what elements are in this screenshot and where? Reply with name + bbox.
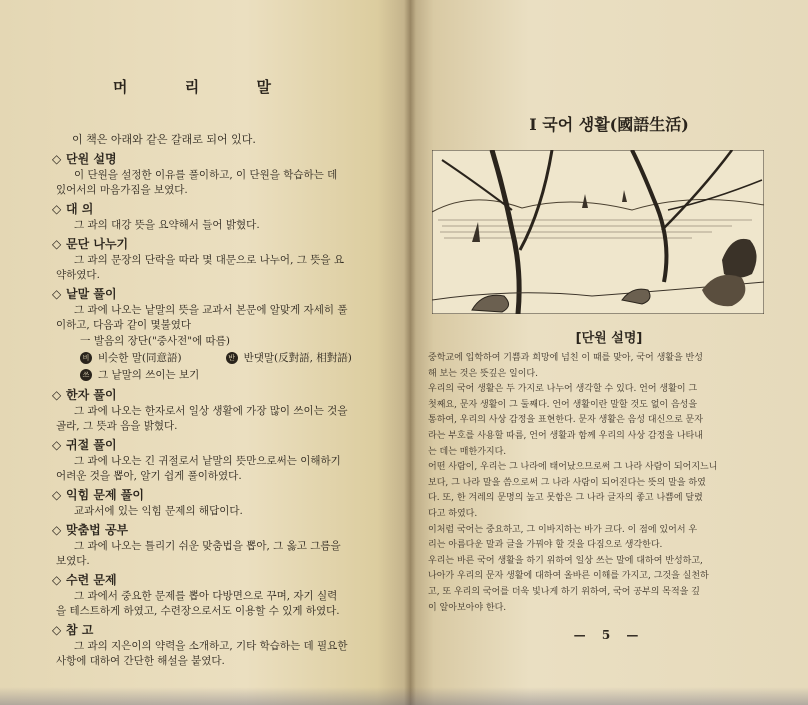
section-practice-problems: [52, 571, 412, 619]
preface-intro: 이 책은 아래와 같은 갈래로 되어 있다.: [72, 133, 256, 146]
diamond-bullet-icon: ◇: [52, 438, 62, 452]
body-line: 우리는 바른 국어 생활을 하기 위하여 일상 쓰는 말에 대하여 반성하고,: [428, 555, 703, 566]
section-unit-explanation: [52, 150, 412, 198]
preface-title: 머 리 말: [113, 78, 297, 96]
section-line: 있어서의 마음가짐을 보였다.: [56, 184, 188, 196]
body-line: 해 보는 것은 뜻깊은 일이다.: [428, 368, 538, 379]
preface-sections: [52, 150, 412, 671]
section-line: 약하였다.: [56, 269, 100, 281]
section-heading: 익힘 문제 풀이: [66, 488, 144, 502]
section-phrase-explanation: [52, 436, 412, 484]
body-line: 다. 또, 한 겨레의 문명의 높고 못함은 그 나라 글자의 좋고 나쁨에 달렸: [428, 493, 703, 504]
diamond-bullet-icon: ◇: [52, 488, 62, 502]
section-line: 그 과에 나오는 틀리기 쉬운 맞춤법을 뽑아, 그 옳고 그름을: [74, 540, 341, 552]
section-heading: 수련 문제: [66, 573, 117, 587]
chapter-title: Ⅰ 국어 생활(國語生活): [529, 115, 689, 134]
section-heading: 참 고: [66, 623, 94, 637]
diamond-bullet-icon: ◇: [52, 237, 62, 251]
landscape-illustration: [432, 150, 764, 314]
section-heading: 문단 나누기: [66, 237, 129, 251]
section-line: 을 테스트하게 하였고, 수련장으로서도 이용할 수 있게 하였다.: [56, 605, 340, 617]
diamond-bullet-icon: ◇: [52, 152, 62, 166]
body-line: 보다, 그 나라 말을 씀으로써 그 나라 사람이 되어진다는 뜻의 말을 하였: [428, 477, 706, 488]
diamond-bullet-icon: ◇: [52, 287, 62, 301]
body-line: 중학교에 입학하여 기쁨과 희망에 넘친 이 때를 맞아, 국어 생활을 반성: [428, 353, 703, 363]
diamond-bullet-icon: ◇: [52, 573, 62, 587]
body-paragraph: [428, 460, 773, 522]
diamond-bullet-icon: ◇: [52, 523, 62, 537]
section-line: 그 과에서 중요한 문제를 뽑아 다방면으로 꾸며, 자기 실력: [74, 590, 338, 602]
body-line: 어떤 사람이, 우리는 그 나라에 태어났으므로써 그 나라 사람이 되어지느니: [428, 462, 718, 473]
body-paragraph: [428, 523, 773, 554]
section-line: 그 과의 대강 뜻을 요약해서 들어 밝혔다.: [74, 219, 260, 231]
section-line: 교과서에 있는 익힘 문제의 해답이다.: [74, 505, 243, 517]
section-line: 어려운 것을 뽑아, 알기 쉽게 풀이하였다.: [56, 470, 242, 482]
book-gutter: [404, 0, 416, 705]
section-line: 보였다.: [56, 555, 90, 567]
section-gist: [52, 200, 412, 233]
section-spelling-study: [52, 521, 412, 569]
section-heading: 귀절 풀이: [66, 438, 117, 452]
page-bottom-edge: [0, 687, 808, 705]
section-line: 그 과에 나오는 긴 귀절로서 낱말의 뜻만으로써는 이해하기: [74, 455, 341, 467]
diamond-bullet-icon: ◇: [52, 202, 62, 216]
body-line: 통하여, 우리의 사상 감정을 표현한다. 문자 생활은 음성 대신으로 문자: [428, 415, 703, 426]
section-line: 그 과의 지은이의 약력을 소개하고, 기타 학습하는 데 필요한: [74, 640, 348, 652]
diamond-bullet-icon: ◇: [52, 388, 62, 402]
section-hanja-explanation: [52, 386, 412, 434]
section-line: 이 단원을 설정한 이유를 풀이하고, 이 단원을 학습하는 데: [74, 169, 338, 181]
section-line: 골라, 그 뜻과 음을 밝혔다.: [56, 420, 178, 432]
section-line: 그 과의 문장의 단락을 따라 몇 대문으로 나누어, 그 뜻을 요: [74, 254, 345, 266]
body-paragraph: [428, 351, 773, 382]
section-line: 이하고, 다음과 같이 몇불였다: [56, 319, 192, 331]
body-line: 다고 하였다.: [428, 508, 478, 519]
similar-word-legend: 비슷한 말(同意語): [98, 352, 182, 364]
usage-legend: 그 낱말의 쓰이는 보기: [98, 369, 200, 381]
opposite-word-mark-icon: 반: [226, 352, 238, 364]
diamond-bullet-icon: ◇: [52, 623, 62, 637]
section-heading: 대 의: [66, 202, 94, 216]
symbol-legend-row: [52, 350, 412, 367]
body-paragraph: [428, 554, 773, 616]
section-heading: 낱말 풀이: [66, 287, 117, 301]
body-line: 우리의 국어 생활은 두 가지로 나누어 생각할 수 있다. 언어 생활이 그: [428, 384, 698, 395]
section-word-explanation: [52, 285, 412, 384]
opposite-word-legend: 반댓말(反對語, 相對語): [243, 352, 352, 364]
pronunciation-note: 一 발음의 장단("중사전"에 따름): [80, 335, 230, 347]
section-heading: 한자 풀이: [66, 388, 117, 402]
unit-heading: [단원 설명]: [575, 331, 643, 346]
body-line: 라는 부호를 사용할 따름, 언어 생활과 함께 우리의 사상 감정을 나타내: [428, 430, 703, 441]
body-line: 이 알아보아야 한다.: [428, 602, 507, 613]
section-heading: 맞춤법 공부: [66, 523, 129, 537]
body-line: 는 데는 매한가지다.: [428, 446, 507, 457]
section-paragraph-division: [52, 235, 412, 283]
body-paragraph: [428, 382, 773, 460]
body-line: 고, 또 우리의 국어를 더욱 빛나게 하기 위하여, 국어 공부의 목적을 깊: [428, 586, 700, 597]
section-exercise-solutions: [52, 486, 412, 519]
section-reference: [52, 621, 412, 669]
body-line: 첫째요, 문자 생활이 그 둘째다. 언어 생활이란 말할 것도 없이 음성을: [428, 399, 698, 410]
body-line: 이처럼 국어는 중요하고, 그 이바지하는 바가 크다. 이 점에 있어서 우: [428, 524, 698, 535]
section-heading: 단원 설명: [66, 152, 117, 166]
section-line: 사항에 대하여 간단한 해설을 붙였다.: [56, 655, 225, 667]
body-line: 리는 아름다운 말과 글을 가꿔야 할 것을 다짐으로 생각한다.: [428, 540, 663, 551]
section-line: 그 과에 나오는 낱말의 뜻을 교과서 본문에 알맞게 자세히 풀: [74, 304, 348, 316]
similar-word-mark-icon: 비: [80, 352, 92, 364]
chapter-body: [428, 351, 773, 616]
body-line: 나아가 우리의 문자 생활에 대하여 올바른 이해를 가지고, 그것을 실천하: [428, 571, 709, 582]
usage-mark-icon: 쓰: [80, 369, 92, 381]
page-number: — 5 —: [573, 628, 645, 642]
section-line: 그 과에 나오는 한자로서 일상 생활에 가장 많이 쓰이는 것을: [74, 405, 348, 417]
